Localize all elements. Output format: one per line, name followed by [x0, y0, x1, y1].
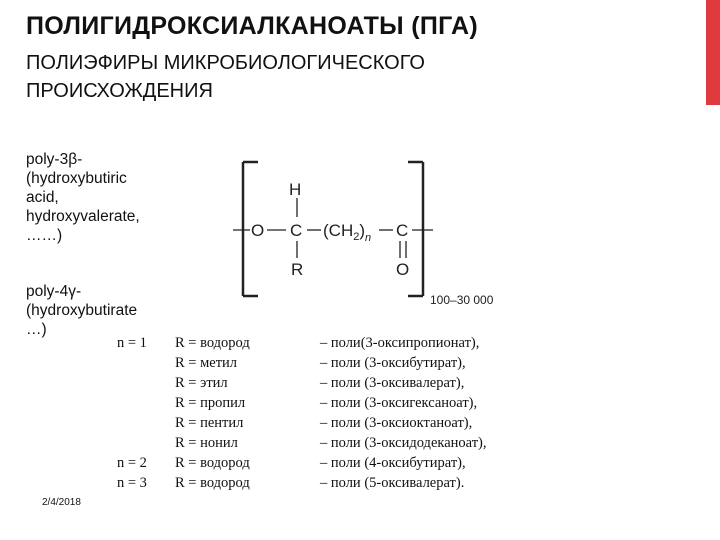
carbon-atom-center: C	[290, 221, 303, 240]
hydrogen-atom: H	[289, 180, 302, 199]
polymer-name: – поли (3-оксидодеканоат),	[320, 435, 487, 451]
r-value: R = водород	[175, 335, 250, 351]
slide-date: 2/4/2018	[42, 497, 81, 508]
text-line: (hydroxybutirate	[26, 302, 138, 319]
text-line: poly-4γ-	[26, 283, 82, 300]
polymer-name: – поли (3-оксиоктаноат),	[320, 415, 473, 431]
pha-structural-formula	[230, 158, 520, 318]
text-line: …)	[26, 321, 47, 338]
polymer-name: – поли (3-оксигексаноат),	[320, 395, 478, 411]
slide-subtitle	[26, 49, 566, 105]
r-value: R = нонил	[175, 435, 238, 451]
r-value: R = этил	[175, 375, 228, 391]
ch2-text: (CH	[323, 221, 354, 240]
oxygen-atom-carbonyl: O	[396, 260, 410, 279]
r-group: R	[291, 260, 304, 279]
degree-of-polymerization: 100–30 000	[430, 293, 494, 307]
oxygen-atom-chain: O	[251, 221, 265, 240]
right-bracket	[408, 162, 423, 296]
poly-3-hydroxy-text	[26, 150, 140, 245]
r-value: R = пентил	[175, 415, 244, 431]
accent-bar	[706, 0, 720, 105]
subtitle-line-1: ПОЛИЭФИРЫ МИКРОБИОЛОГИЧЕСКОГО	[26, 52, 425, 74]
ch2-subscript: 2	[353, 231, 360, 243]
n-value: n = 2	[117, 455, 147, 471]
slide-title: ПОЛИГИДРОКСИАЛКАНОАТЫ (ПГА)	[26, 12, 478, 40]
r-value: R = пропил	[175, 395, 246, 411]
text-line: acid,	[26, 189, 59, 206]
poly-4-hydroxy-text	[26, 282, 137, 339]
n-value: n = 1	[117, 335, 147, 351]
polymer-name: – поли (3-оксибутират),	[320, 355, 466, 371]
polymer-name: – поли (5-оксивалерат).	[320, 475, 465, 491]
subtitle-line-2: ПРОИСХОЖДЕНИЯ	[26, 80, 213, 102]
ch2-group	[323, 221, 371, 244]
text-line: ……)	[26, 227, 63, 244]
ch2-close-paren: )	[359, 221, 366, 240]
ch2-n-subscript: n	[365, 232, 372, 244]
polymer-name: – поли(3-оксипропионат),	[320, 335, 480, 351]
text-line: poly-3β-	[26, 151, 83, 168]
carbon-atom-carbonyl: C	[396, 221, 409, 240]
polymer-name: – поли (3-оксивалерат),	[320, 375, 465, 391]
r-value: R = водород	[175, 455, 250, 471]
n-value: n = 3	[117, 475, 147, 491]
text-line: hydroxyvalerate,	[26, 208, 140, 225]
r-value: R = метил	[175, 355, 238, 371]
polymer-name: – поли (4-оксибутират),	[320, 455, 466, 471]
text-line: (hydroxybutiric	[26, 170, 127, 187]
r-value: R = водород	[175, 475, 250, 491]
